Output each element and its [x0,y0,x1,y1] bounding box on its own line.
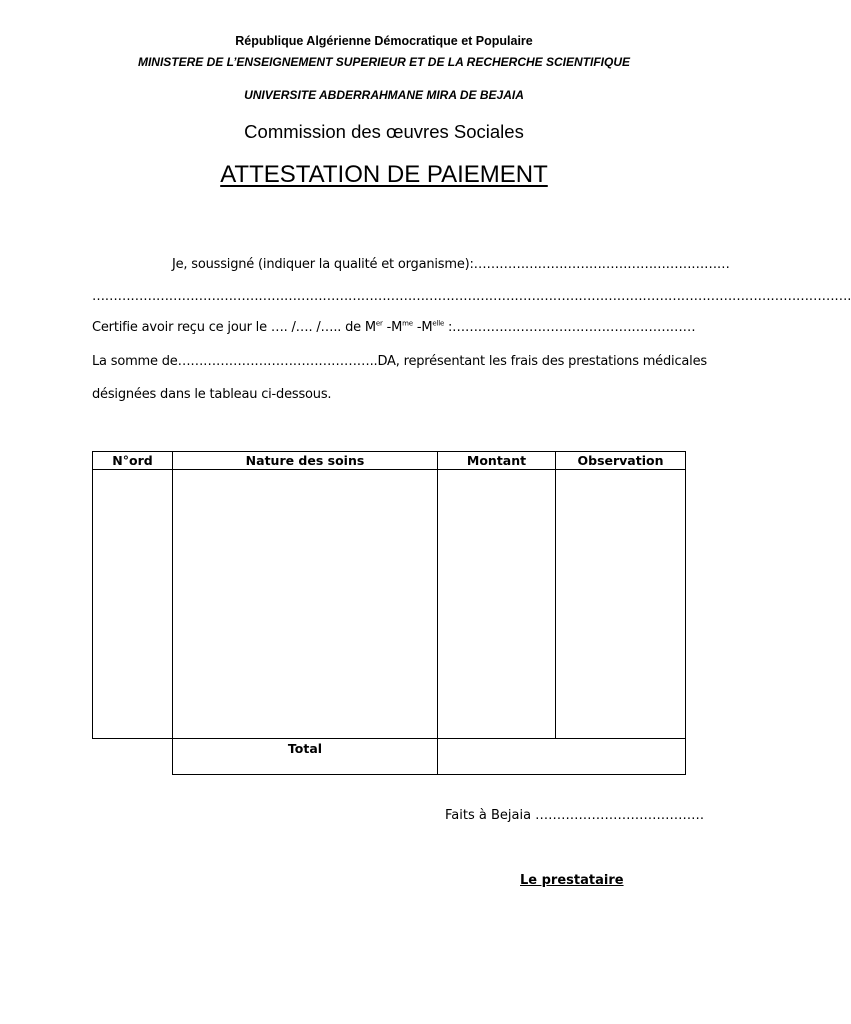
republic-header: République Algérienne Démocratique et Populaire [235,34,533,48]
table-total-label: Total [172,738,438,775]
declarant-continuation-line: ……………………………………………………………………………………………………………………………………………………………. [92,289,851,304]
table-body-montant-cell [437,469,556,739]
amount-line: La somme de………………………………………..DA, représentant les frais des prestations médicales [92,354,707,369]
title-sup-mme: me [402,319,413,328]
document-title: ATTESTATION DE PAIEMENT [220,161,548,188]
table-header-montant: Montant [437,451,556,470]
certification-line [92,319,696,335]
ministry-header: MINISTERE DE L’ENSEIGNEMENT SUPERIEUR ET DE LA RECHERCHE SCIENTIFIQUE [137,55,631,69]
certification-text: Certifie avoir reçu ce jour le …. /…. /….. de M [92,320,376,335]
table-header-n-ord: N°ord [92,451,173,470]
signature-label: Le prestataire [520,873,624,888]
designation-line: désignées dans le tableau ci-dessous. [92,387,332,402]
table-header-observation: Observation [555,451,686,470]
title-sup-mr: er [375,319,383,328]
title-sup-melle: elle [432,319,445,328]
certification-text: -M [412,320,433,335]
declarant-line: Je, soussigné (indiquer la qualité et organisme):…………………………………………………… [172,257,730,272]
university-header: UNIVERSITE ABDERRAHMANE MIRA DE BEJAIA [244,88,524,102]
certification-text: -M [382,320,403,335]
certification-text: :………………………………………………… [444,320,696,335]
table-body-nature-cell [172,469,438,739]
commission-header: Commission des œuvres Sociales [244,121,524,142]
table-header-nature: Nature des soins [172,451,438,470]
table-body-n-ord-cell [92,469,173,739]
table-body-observation-cell [555,469,686,739]
table-total-value-cell [437,738,686,775]
place-date-line: Faits à Bejaia ………………………………… [445,808,705,823]
